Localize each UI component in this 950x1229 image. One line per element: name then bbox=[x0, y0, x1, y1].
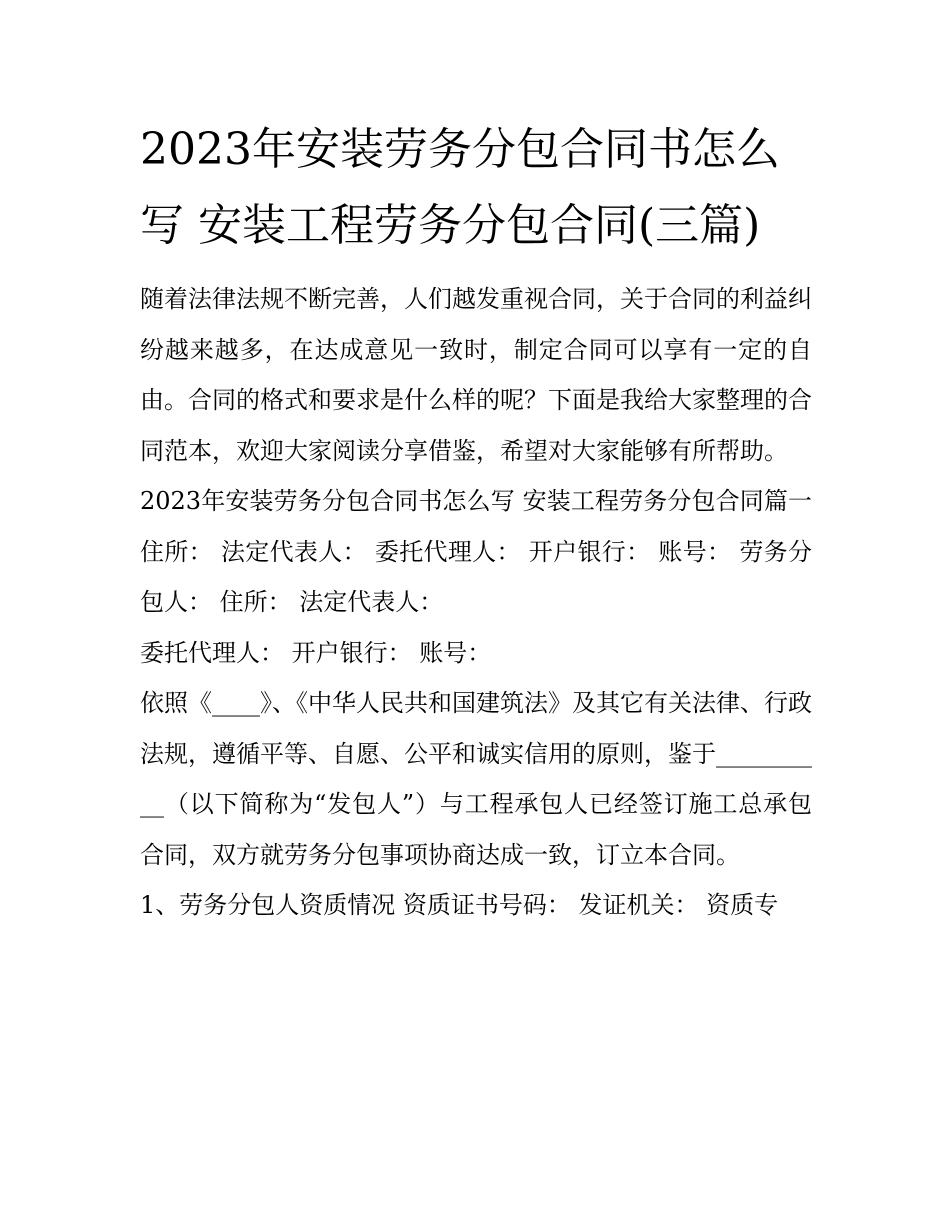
document-title: 2023年安装劳务分包合同书怎么写 安装工程劳务分包合同(三篇) bbox=[140, 124, 780, 251]
contract-parties-paragraph: 2023年安装劳务分包合同书怎么写 安装工程劳务分包合同篇一 住所： 法定代表人： 委托代理人： 开户银行： 账号： 劳务分包人： 住所： 法定代表人： bbox=[140, 487, 812, 616]
clause-1-paragraph: 1、劳务分包人资质情况 资质证书号码： 发证机关： 资质专 bbox=[140, 891, 779, 919]
agent-bank-paragraph: 委托代理人： 开户银行： 账号： bbox=[140, 638, 492, 667]
legal-basis-paragraph: 依照《____》、《中华人民共和国建筑法》及其它有关法律、行政法规，遵循平等、自愿、公平和诚实信用的原则，鉴于__________（以下简称为“发包人”）与工程承包人已经签订施工总承包合同，双方就劳务分包事项协商达成一致，订立本合同。 bbox=[140, 689, 812, 869]
intro-paragraph: 随着法律法规不断完善，人们越发重视合同，关于合同的利益纠纷越来越多，在达成意见一致时，制定合同可以享有一定的自由。合同的格式和要求是什么样的呢？下面是我给大家整理的合同范本，欢迎大家阅读分享借鉴，希望对大家能够有所帮助。 bbox=[140, 285, 812, 465]
document-body bbox=[140, 112, 812, 931]
